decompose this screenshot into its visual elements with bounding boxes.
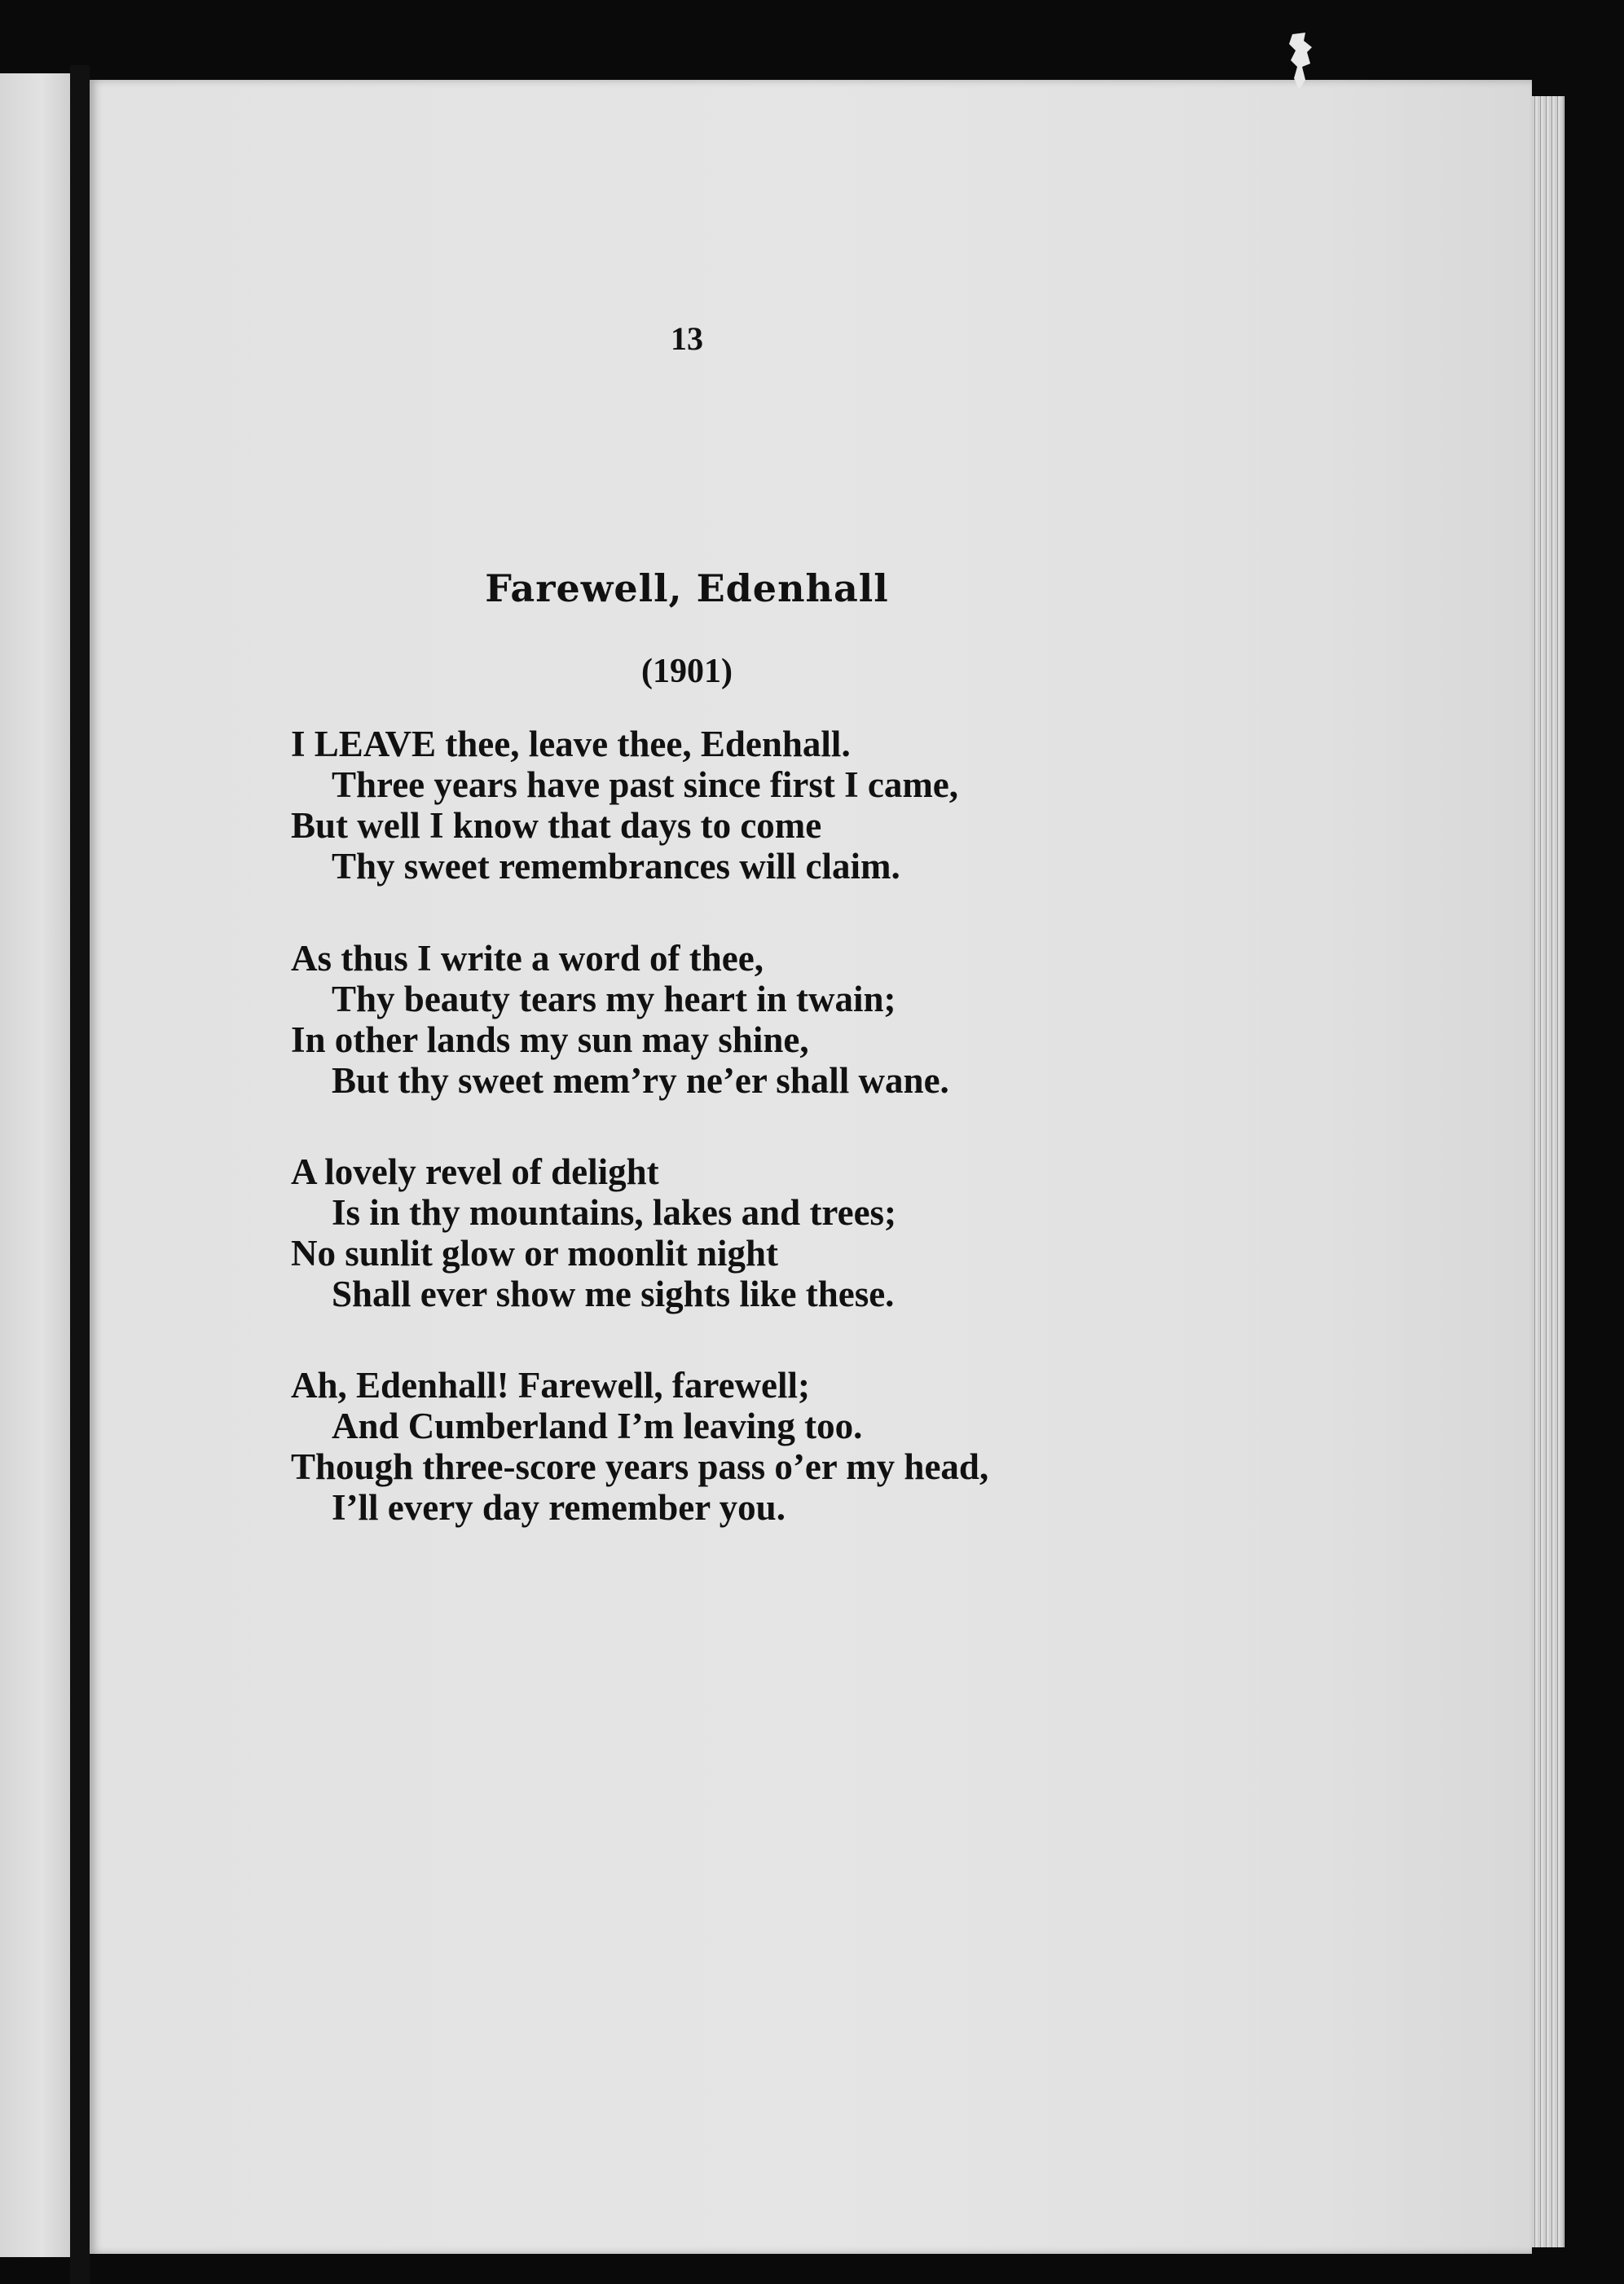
- stanza: [291, 1151, 1106, 1314]
- poem-line: In other lands my sun may shine,: [291, 1019, 809, 1060]
- page-number: 13: [671, 320, 703, 357]
- poem-line: I LEAVE thee, leave thee, Edenhall.: [291, 724, 851, 764]
- poem-line: I’ll every day remember you.: [332, 1487, 786, 1528]
- poem-line: Is in thy mountains, lakes and trees;: [332, 1192, 897, 1233]
- poem-line: Thy sweet remembrances will claim.: [332, 846, 900, 887]
- stanza: [291, 1365, 1106, 1528]
- poem-line: Though three-score years pass o’er my head,: [291, 1446, 989, 1487]
- poem-line: But thy sweet mem’ry ne’er shall wane.: [332, 1060, 949, 1101]
- poem-line: No sunlit glow or moonlit night: [291, 1233, 779, 1274]
- poem-line: Shall ever show me sights like these.: [332, 1274, 895, 1314]
- poem-line: Thy beauty tears my heart in twain;: [332, 979, 896, 1019]
- poem-title: Farewell, Edenhall: [485, 566, 889, 610]
- stanza: [291, 938, 1106, 1101]
- poem-line: But well I know that days to come: [291, 805, 822, 846]
- poem-line: A lovely revel of delight: [291, 1151, 659, 1192]
- poem-line: Three years have past since first I came,: [332, 764, 959, 805]
- stanza: [291, 724, 1106, 887]
- poem-year: (1901): [641, 653, 733, 690]
- poem-line: And Cumberland I’m leaving too.: [332, 1406, 863, 1446]
- poem-line: As thus I write a word of thee,: [291, 938, 764, 979]
- poem-line: Ah, Edenhall! Farewell, farewell;: [291, 1365, 811, 1406]
